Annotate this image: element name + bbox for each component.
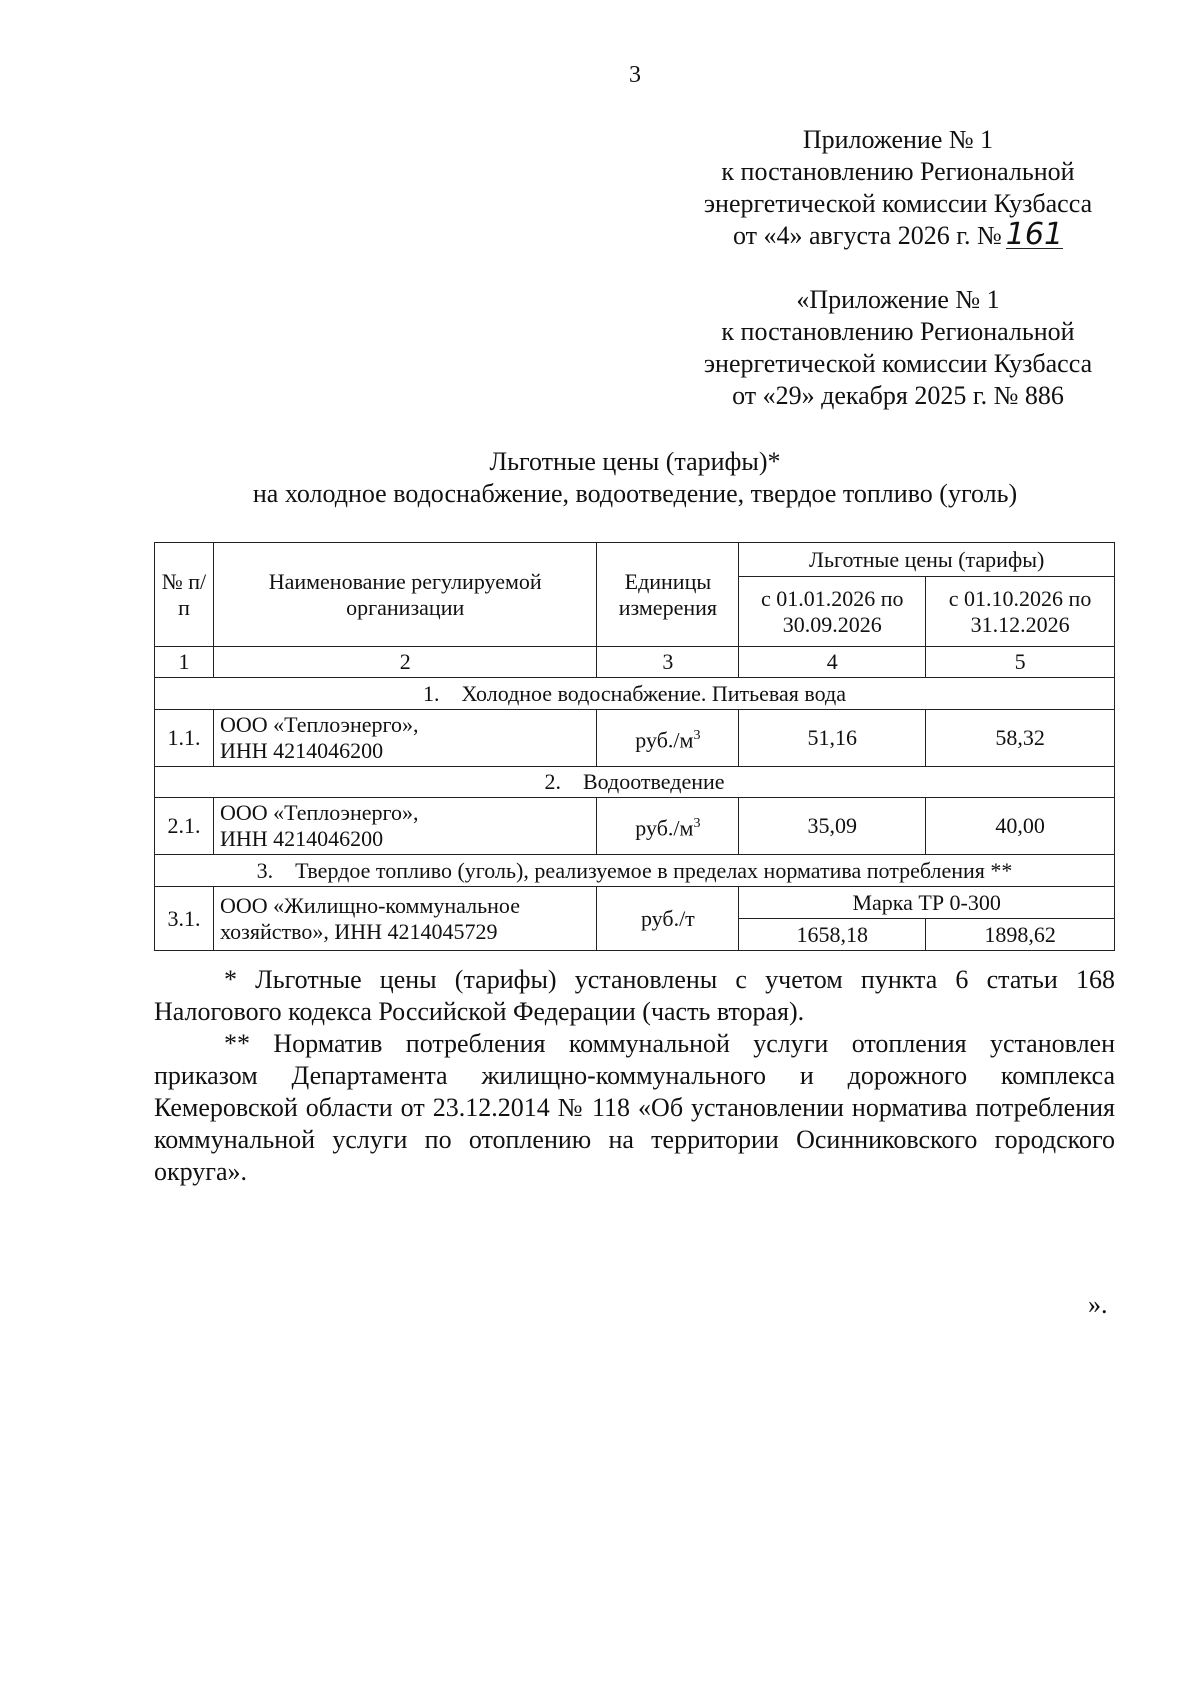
section-title: 1. Холодное водоснабжение. Питьевая вода: [155, 678, 1115, 710]
row-num: 3.1.: [155, 887, 214, 951]
row-price-period2: 58,32: [926, 710, 1115, 767]
annex-previous-line2: к постановлению Региональной: [721, 317, 1075, 346]
row-price-period1: 35,09: [739, 798, 926, 855]
handwritten-number: 161: [1005, 217, 1064, 252]
row-org: [213, 710, 596, 767]
document-title: [150, 446, 1120, 510]
annex-current-line4: [658, 217, 1138, 252]
header-num: № п/п: [155, 543, 214, 647]
row-price-period2: 1898,62: [926, 919, 1115, 951]
annex-current-line2: к постановлению Региональной: [721, 157, 1075, 186]
row-org: [213, 798, 596, 855]
header-unit: Единицы измерения: [597, 543, 739, 647]
row-brand: Марка ТР 0-300: [739, 887, 1115, 919]
org-line1: ООО «Теплоэнерго»,: [219, 712, 419, 737]
unit-superscript: 3: [693, 727, 701, 743]
title-line1: Льготные цены (тарифы)*: [489, 447, 781, 476]
org-line1: ООО «Теплоэнерго»,: [219, 800, 419, 825]
header-prices: Льготные цены (тарифы): [739, 543, 1115, 577]
org-line1: ООО «Жилищно-коммунальное: [219, 892, 520, 918]
row-unit: [597, 710, 739, 767]
row-org: [213, 887, 596, 951]
row-price-period2: 40,00: [926, 798, 1115, 855]
col-number: 4: [739, 647, 926, 678]
footnotes: [154, 964, 1115, 1188]
footnote-2: ** Норматив потребления коммунальной услуги отопления установлен приказом Департамента жилищно-коммунального и дорожного комплекса Кемеровской области от 23.12.2014 № 118 «Об установлении норматива потребления коммунальной услуги по отоплению на территории Осинниковского городского округа».: [154, 1029, 1115, 1186]
annex-current-line1: Приложение № 1: [802, 125, 994, 154]
annex-previous-line4: от «29» декабря 2025 г. № 886: [732, 381, 1064, 410]
annex-current-header: [658, 124, 1138, 252]
col-number: 2: [213, 647, 596, 678]
closing-quote: ».: [1088, 1290, 1108, 1319]
col-number: 1: [155, 647, 214, 678]
annex-current-line3: энергетической комиссии Кузбасса: [703, 189, 1093, 218]
header-org: Наименование регулируемой организации: [213, 543, 596, 647]
tariffs-table: [154, 542, 1115, 951]
title-line2: на холодное водоснабжение, водоотведение, твердое топливо (уголь): [252, 479, 1018, 508]
unit-superscript: 3: [693, 815, 701, 831]
unit-text: руб./м: [635, 727, 694, 753]
annex-previous-line3: энергетической комиссии Кузбасса: [703, 349, 1093, 378]
row-num: 2.1.: [155, 798, 214, 855]
row-unit: [597, 798, 739, 855]
section-title: 2. Водоотведение: [155, 767, 1115, 798]
column-numbers-row: [155, 647, 1115, 678]
row-price-period1: 1658,18: [739, 919, 926, 951]
org-line2: хозяйство», ИНН 4214045729: [219, 918, 498, 944]
footnote-1: * Льготные цены (тарифы) установлены с учетом пункта 6 статьи 168 Налогового кодекса Российской Федерации (часть вторая).: [154, 965, 1115, 1026]
header-period2: с 01.10.2026 по 31.12.2026: [926, 577, 1115, 647]
row-price-period1: 51,16: [739, 710, 926, 767]
annex-previous-line1: «Приложение № 1: [796, 285, 1000, 314]
row-num: 1.1.: [155, 710, 214, 767]
table-row: [155, 798, 1115, 855]
col-number: 5: [926, 647, 1115, 678]
col-number: 3: [597, 647, 739, 678]
table-row: [155, 710, 1115, 767]
annex-current-date: от «4» августа 2026 г. №: [732, 221, 1002, 250]
org-line2: ИНН 4214046200: [219, 826, 384, 851]
table-row: [155, 887, 1115, 919]
annex-previous-header: [658, 284, 1138, 412]
org-line2: ИНН 4214046200: [219, 738, 384, 763]
header-period1: с 01.01.2026 по 30.09.2026: [739, 577, 926, 647]
page-number: 3: [629, 62, 641, 88]
section-title: 3. Твердое топливо (уголь), реализуемое в пределах норматива потребления **: [155, 855, 1115, 887]
row-unit: руб./т: [597, 887, 739, 951]
unit-text: руб./м: [635, 815, 694, 841]
